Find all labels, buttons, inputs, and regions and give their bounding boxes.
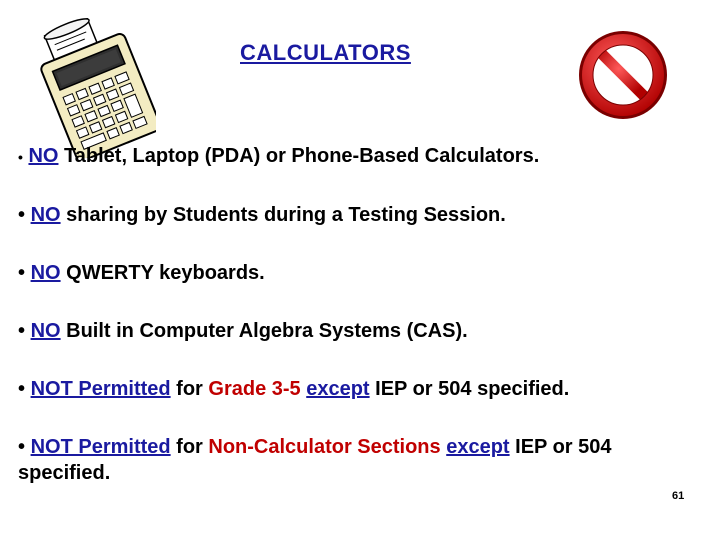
bullet-marker: • <box>18 262 26 284</box>
no-keyword: NO <box>30 320 61 342</box>
no-keyword: NO <box>28 145 59 167</box>
bullet-marker: • <box>18 149 23 165</box>
bullet-marker: • <box>18 204 26 226</box>
bullet-item <box>18 260 708 286</box>
bullet-item <box>18 376 708 402</box>
bullet-item <box>18 318 708 344</box>
prohibited-sign-icon <box>576 28 670 122</box>
sections-highlight: Non-Calculator Sections <box>208 436 441 458</box>
bullet-marker: • <box>18 320 26 342</box>
calculator-icon <box>38 18 156 158</box>
bullet-text: for <box>170 436 209 458</box>
bullet-item <box>18 143 708 170</box>
bullet-text: Built in Computer Algebra Systems (CAS). <box>60 320 468 342</box>
page-title: CALCULATORS <box>240 40 411 65</box>
grade-highlight: Grade 3-5 <box>208 378 301 400</box>
bullet-text: Tablet, Laptop (PDA) or Phone-Based Calculators. <box>58 145 540 167</box>
bullet-text: sharing by Students during a Testing Session. <box>60 204 506 226</box>
bullet-item <box>18 434 708 486</box>
bullet-item <box>18 202 708 228</box>
bullet-text: IEP or 504 specified. <box>369 378 570 400</box>
bullet-marker: • <box>18 378 26 400</box>
except-keyword: except <box>306 378 370 400</box>
not-permitted-keyword: NOT Permitted <box>30 436 171 458</box>
page-number: 61 <box>672 490 685 502</box>
bullet-text: IEP or 504 specified. <box>18 436 612 484</box>
bullet-text: for <box>170 378 209 400</box>
bullet-marker: • <box>18 436 26 458</box>
except-keyword: except <box>446 436 510 458</box>
not-permitted-keyword: NOT Permitted <box>30 378 171 400</box>
no-keyword: NO <box>30 262 61 284</box>
no-keyword: NO <box>30 204 61 226</box>
bullet-text: QWERTY keyboards. <box>60 262 265 284</box>
